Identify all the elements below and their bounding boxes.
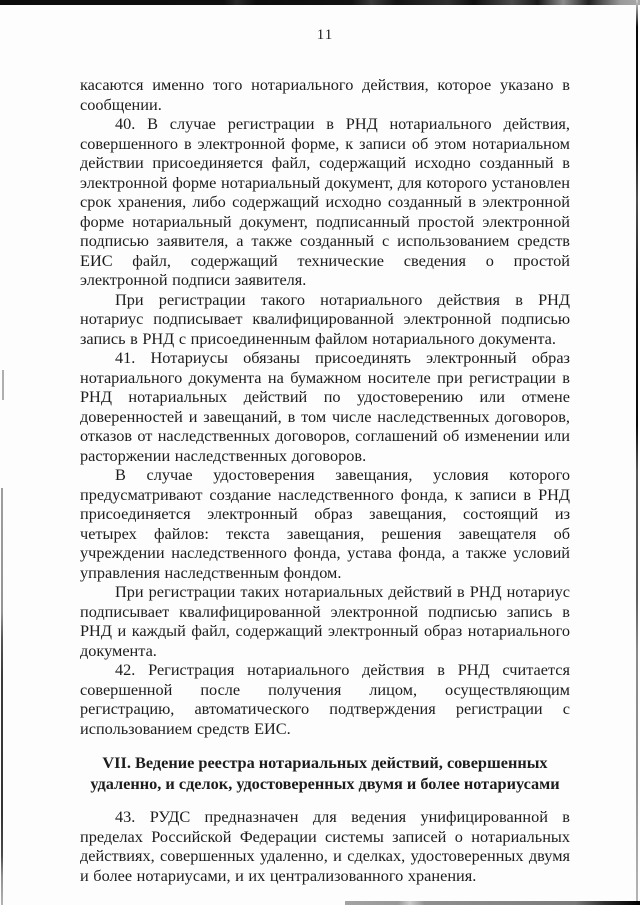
body-paragraph: При регистрации таких нотариальных действий в РНД нотариус подписывает квалифицированной электронной подписью запись в РНД и каждый файл, содержащий электронный образ нотариального документа. bbox=[80, 582, 570, 660]
body-paragraph: В случае удостоверения завещания, условия которого предусматривают создание наследственного фонда, к записи в РНД присоединяется электронный образ завещания, состоящий из четырех файлов: текста завещания, решения завещателя об учреждении наследственного фонда, устава фонда, а также условий управления наследственным фондом. bbox=[80, 465, 570, 582]
scan-artifact-bottom-edge bbox=[345, 901, 640, 905]
body-paragraph: касаются именно того нотариального действия, которое указано в сообщении. bbox=[80, 75, 570, 114]
body-paragraph-41: 41. Нотариусы обязаны присоединять электронный образ нотариального документа на бумажном носителе при регистрации в РНД нотариальных действий по удостоверению или отмене доверенностей и завещаний, в том числе наследственных договоров, отказов от наследственных договоров, соглашений об изменении или расторжении наследственных договоров. bbox=[80, 348, 570, 465]
scan-artifact-left-edge-short bbox=[2, 370, 4, 400]
scan-artifact-left-edge-long bbox=[1, 488, 3, 905]
body-paragraph-40: 40. В случае регистрации в РНД нотариального действия, совершенного в электронной форме, к записи об этом нотариальном действии присоединяется файл, содержащий исходно созданный в электронной форме нотариальный документ, для которого установлен срок хранения, либо содержащий исходно созданный в электронной форме нотариальный документ, подписанный простой электронной подписью заявителя, а также созданный с использованием средств ЕИС файл, содержащий технические сведения о простой электронной подписи заявителя. bbox=[80, 114, 570, 289]
section-heading-vii: VII. Ведение реестра нотариальных действий, совершенных удаленно, и сделок, удостоверенных двумя и более нотариусами bbox=[90, 753, 560, 793]
body-paragraph: При регистрации такого нотариального действия в РНД нотариус подписывает квалифицированной электронной подписью запись в РНД с присоединенным файлом нотариального документа. bbox=[80, 289, 570, 348]
scan-artifact-top-edge bbox=[0, 0, 640, 5]
page-body bbox=[80, 27, 570, 885]
body-paragraph-43: 43. РУДС предназначен для ведения унифицированной в пределах Российской Федерации системы записей о нотариальных действиях, совершенных удаленно, и сделках, удостоверенных двумя и более нотариусами, и их централизованного хранения. bbox=[80, 807, 570, 885]
scan-artifact-right-edge bbox=[636, 0, 638, 905]
body-paragraph-42: 42. Регистрация нотариального действия в РНД считается совершенной после получения лицом, осуществляющим регистрацию, автоматического подтверждения регистрации с использованием средств ЕИС. bbox=[80, 660, 570, 738]
page-number: 11 bbox=[316, 27, 334, 43]
